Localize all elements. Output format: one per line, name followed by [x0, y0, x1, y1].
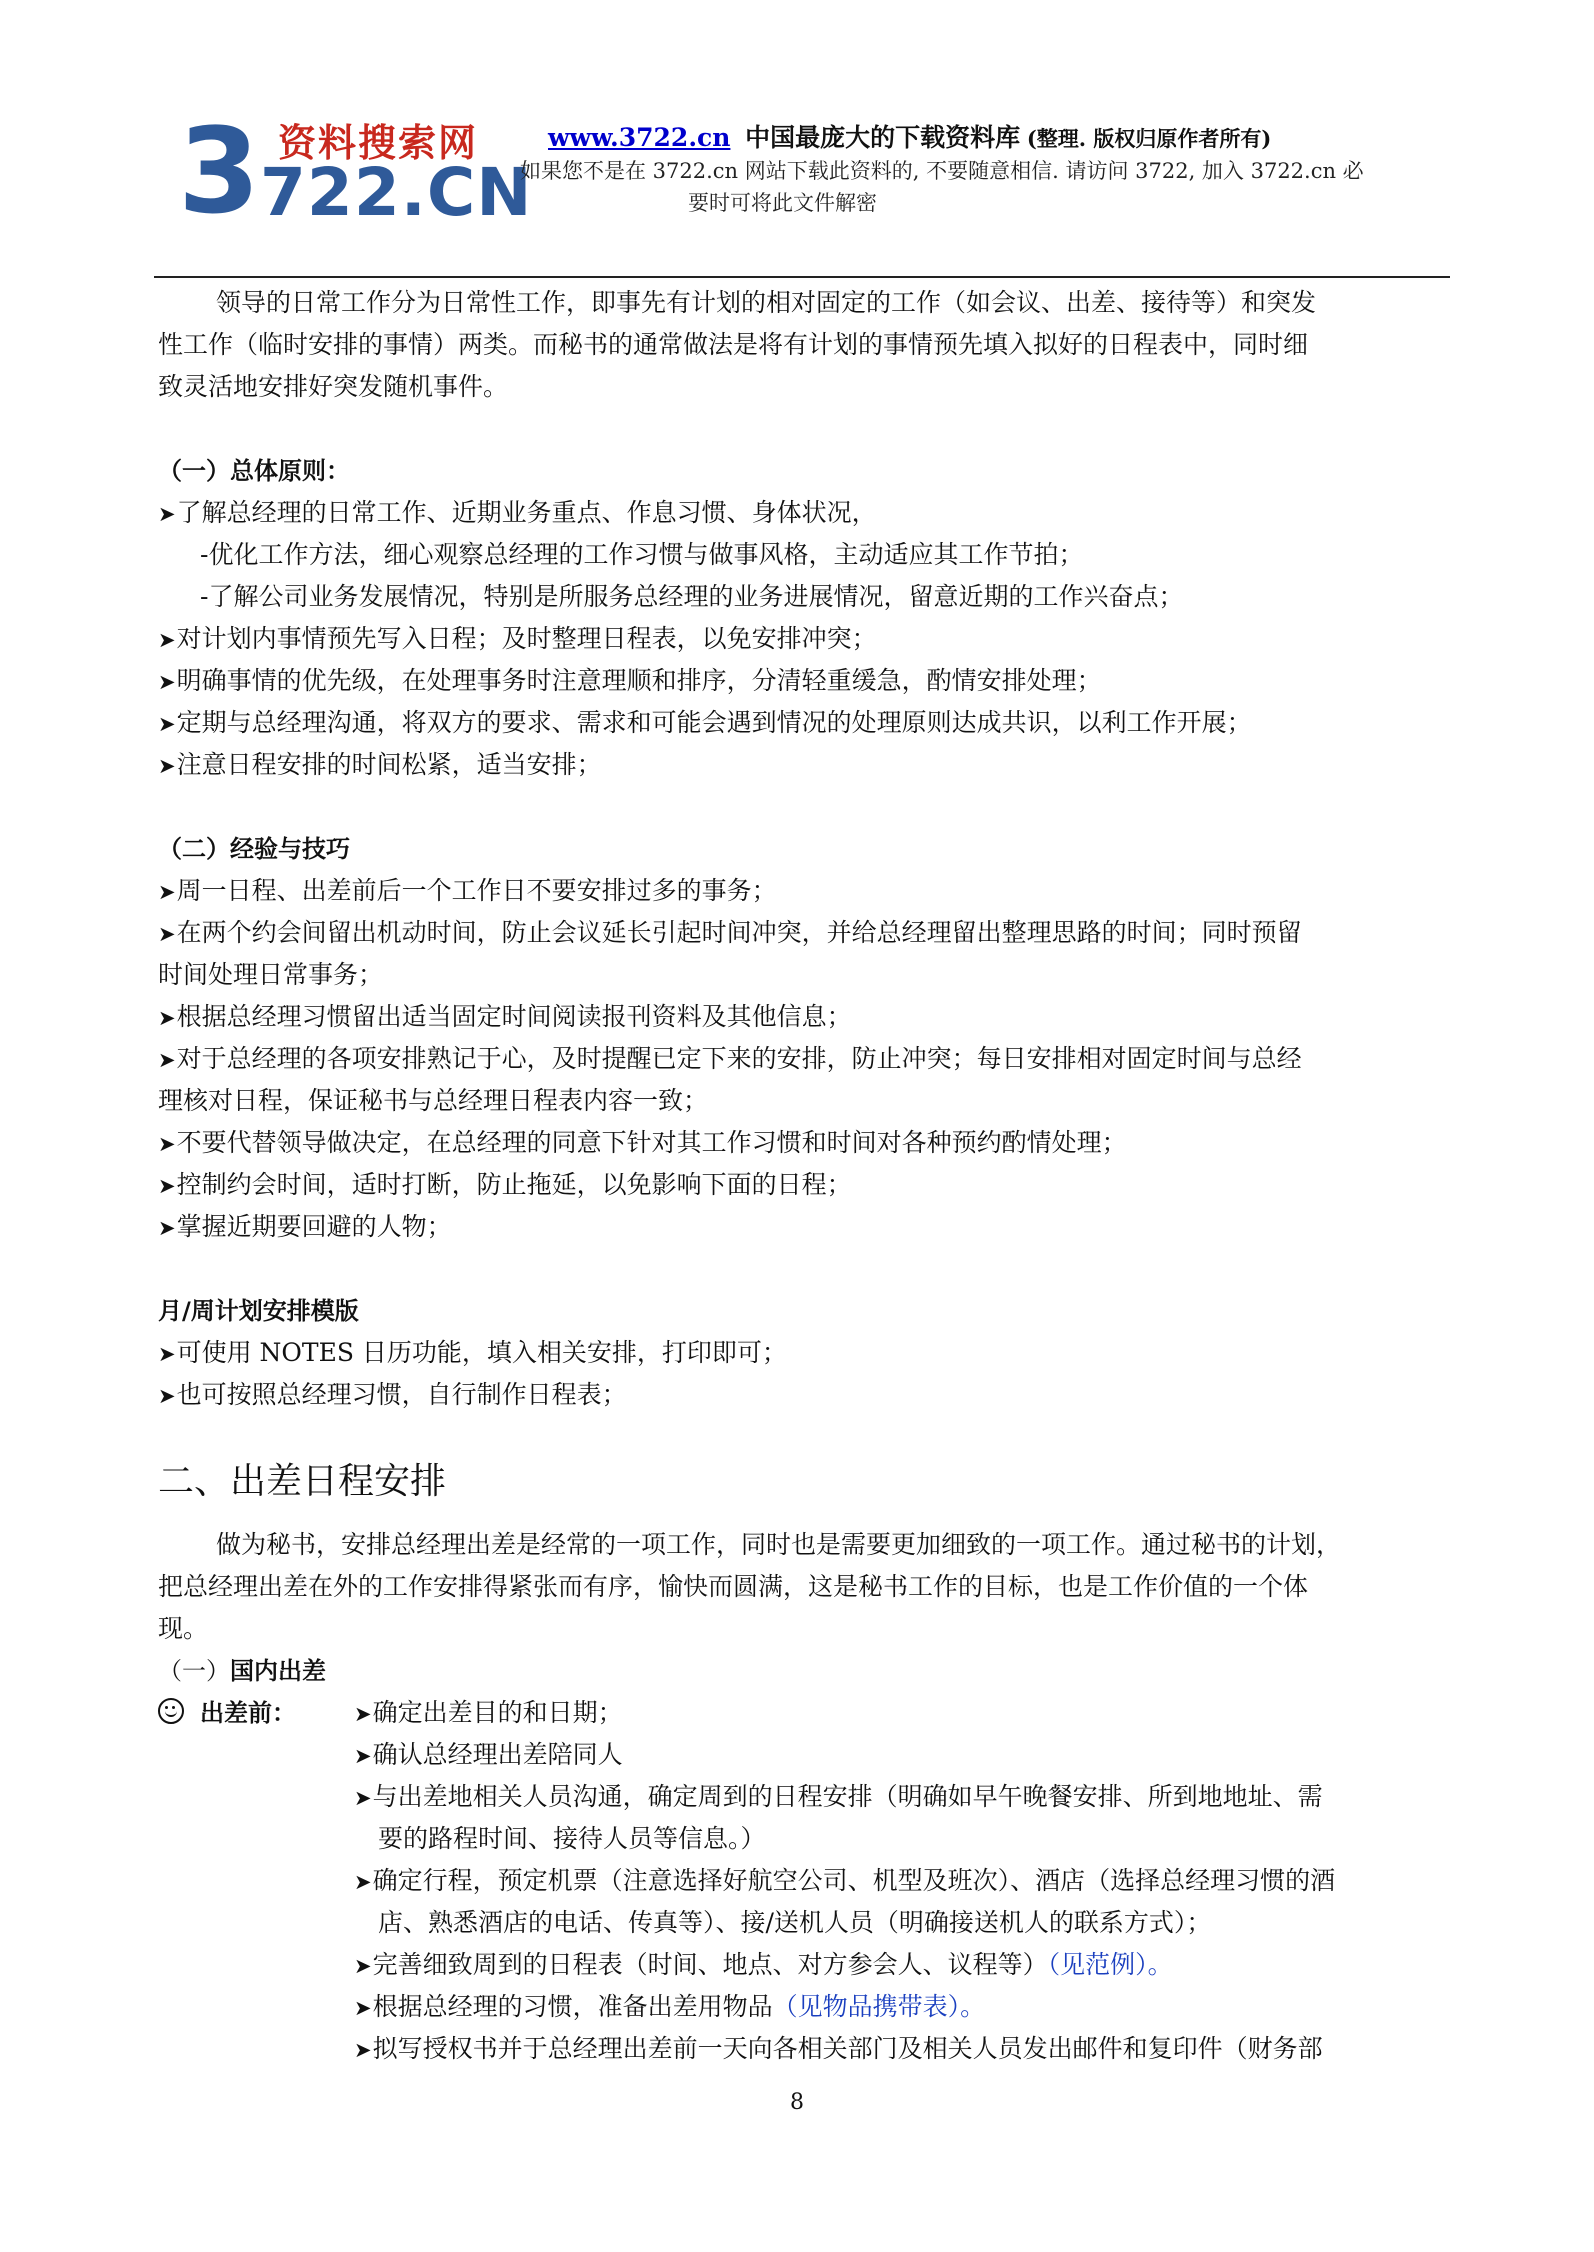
subsection-title: （一）国内出差 — [158, 1657, 326, 1685]
section-title: 月/周计划安排模版 — [158, 1297, 359, 1325]
notice-line-2: 要时可将此文件解密 — [688, 191, 877, 215]
list-item — [354, 1944, 1450, 1986]
list-item: ➤ 控制约会时间，适时打断，防止拖延，以免影响下面的日程； — [158, 1164, 1450, 1206]
chapter-para-line-3: 现。 — [158, 1614, 209, 1643]
intro-line-2: 性工作（临时安排的事情）两类。而秘书的通常做法是将有计划的事情预先填入拟好的日程表中，同时细 — [158, 330, 1309, 359]
smiley-icon — [158, 1698, 184, 1724]
list-item: ➤ 确认总经理出差陪同人 — [354, 1734, 1450, 1776]
list-item: ➤ 对于总经理的各项安排熟记于心，及时提醒已定下来的安排，防止冲突；每日安排相对固定时间与总经 — [158, 1038, 1450, 1080]
list-item — [354, 1986, 1450, 2028]
chapter-para-line-1: 做为秘书，安排总经理出差是经常的一项工作，同时也是需要更加细致的一项工作。通过秘书的计划， — [216, 1530, 1342, 1559]
logo-text: 722.CN — [260, 154, 533, 231]
chapter-title: 二、出差日程安排 — [158, 1461, 447, 1502]
list-item: ➤ 对计划内事情预先写入日程；及时整理日程表，以免安排冲突； — [158, 618, 1450, 660]
list-item: ➤ 根据总经理习惯留出适当固定时间阅读报刊资料及其他信息； — [158, 996, 1450, 1038]
notice-line-1: 如果您不是在 3722.cn 网站下载此资料的, 不要随意相信. 请访问 3722, 加入 3722.cn 必 — [520, 159, 1364, 183]
list-item: ➤ 可使用 NOTES 日历功能，填入相关安排，打印即可； — [158, 1332, 1450, 1374]
site-description: 中国最庞大的下载资料库 — [745, 123, 1021, 152]
page-number: 8 — [790, 2090, 804, 2115]
list-item: ➤ 确定行程，预定机票（注意选择好航空公司、机型及班次）、酒店（选择总经理习惯的酒 — [354, 1860, 1450, 1902]
list-item-text: 完善细致周到的日程表（时间、地点、对方参会人、议程等） — [372, 1950, 1048, 1979]
section-title: （一）总体原则： — [158, 457, 350, 485]
copyright-note: (整理. 版权归原作者所有) — [1026, 126, 1272, 151]
list-item: ➤ 不要代替领导做决定，在总经理的同意下针对其工作习惯和时间对各种预约酌情处理； — [158, 1122, 1450, 1164]
list-item: ➤ 周一日程、出差前后一个工作日不要安排过多的事务； — [158, 870, 1450, 912]
logo-subtitle: 资料搜索网 — [278, 121, 479, 165]
section-title: （二）经验与技巧 — [158, 835, 350, 863]
example-link[interactable]: （见范例）。 — [1047, 1950, 1173, 1979]
list-item-continued: 要的路程时间、接待人员等信息。） — [378, 1824, 766, 1853]
list-item-continued: 时间处理日常事务； — [158, 960, 384, 989]
site-link[interactable]: www.3722.cn — [548, 123, 731, 152]
list-item: ➤ 定期与总经理沟通，将双方的要求、需求和可能会遇到情况的处理原则达成共识，以利工作开展； — [158, 702, 1450, 744]
list-item: ➤ 在两个约会间留出机动时间，防止会议延长引起时间冲突，并给总经理留出整理思路的时间；同时预留 — [158, 912, 1450, 954]
list-item: ➤ 明确事情的优先级，在处理事务时注意理顺和排序，分清轻重缓急，酌情安排处理； — [158, 660, 1450, 702]
trip-before-block — [158, 1692, 1450, 2070]
site-logo — [178, 102, 533, 240]
list-item: ➤ 也可按照总经理习惯，自行制作日程表； — [158, 1374, 1450, 1416]
list-item-text: 根据总经理的习惯，准备出差用物品 — [372, 1992, 773, 2021]
list-item: ➤ 与出差地相关人员沟通，确定周到的日程安排（明确如早午晚餐安排、所到地地址、需 — [354, 1776, 1450, 1818]
chapter-para-line-2: 把总经理出差在外的工作安排得紧张而有序，愉快而圆满，这是秘书工作的目标，也是工作价值的一个体 — [158, 1572, 1309, 1601]
page-header — [520, 122, 1450, 219]
subsection-title-text: 国内出差 — [230, 1657, 326, 1685]
logo-digit: 3 — [178, 102, 261, 240]
list-item-continued: 店、熟悉酒店的电话、传真等）、接/送机人员（明确接送机人的联系方式）； — [378, 1908, 1212, 1937]
list-item: ➤ 了解总经理的日常工作、近期业务重点、作息习惯、身体状况， — [158, 492, 1450, 534]
list-subitem: -了解公司业务发展情况，特别是所服务总经理的业务进展情况，留意近期的工作兴奋点； — [200, 582, 1184, 611]
header-divider — [154, 276, 1450, 278]
list-item: ➤ 掌握近期要回避的人物； — [158, 1206, 1450, 1248]
intro-line-1: 领导的日常工作分为日常性工作，即事先有计划的相对固定的工作（如会议、出差、接待等）和突发 — [216, 288, 1317, 317]
items-list-link[interactable]: （见物品携带表）。 — [772, 1992, 986, 2021]
before-label-text: 出差前： — [200, 1699, 296, 1727]
before-label — [158, 1692, 296, 1734]
list-item: ➤ 注意日程安排的时间松紧，适当安排； — [158, 744, 1450, 786]
list-item: ➤ 确定出差目的和日期； — [354, 1692, 1450, 1734]
document-body — [158, 282, 1450, 2070]
intro-line-3: 致灵活地安排好突发随机事件。 — [158, 372, 509, 401]
list-subitem: -优化工作方法，细心观察总经理的工作习惯与做事风格，主动适应其工作节拍； — [200, 540, 1084, 569]
list-item: ➤ 拟写授权书并于总经理出差前一天向各相关部门及相关人员发出邮件和复印件（财务部 — [354, 2028, 1450, 2070]
list-item-continued: 理核对日程，保证秘书与总经理日程表内容一致； — [158, 1086, 709, 1115]
